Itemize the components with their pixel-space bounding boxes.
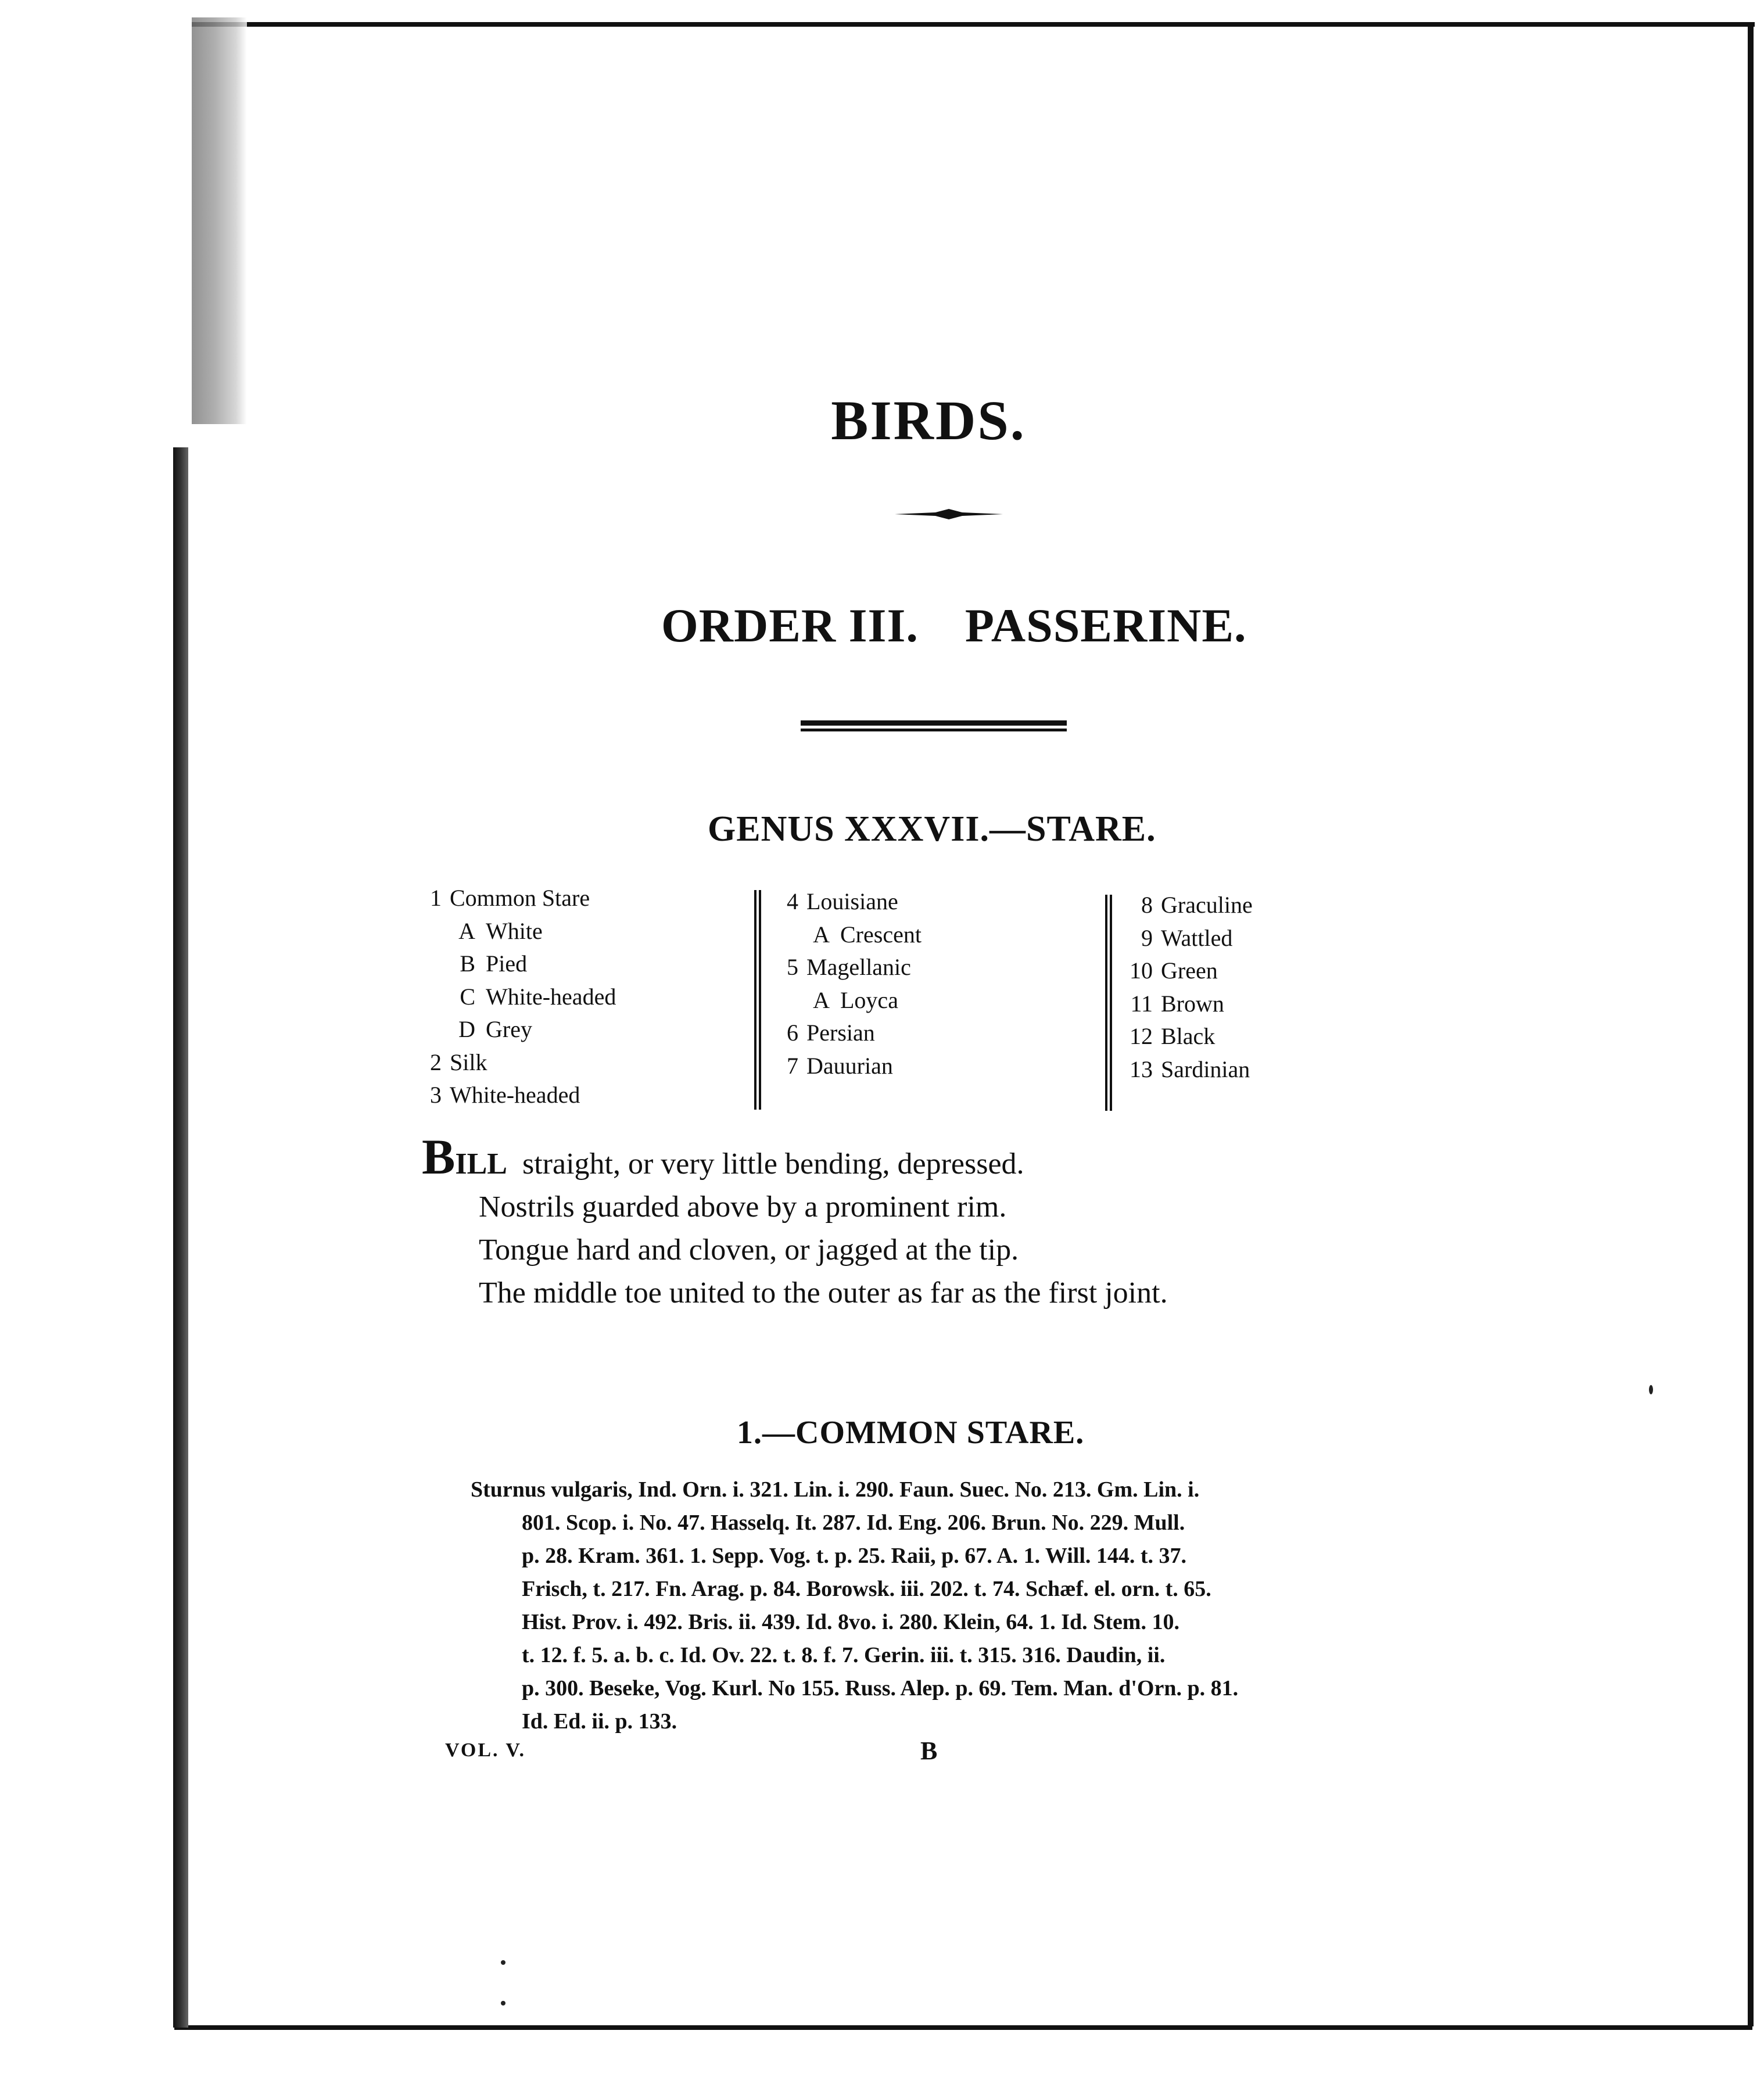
- order-heading: [661, 598, 1247, 653]
- list-item: C White-headed: [460, 983, 616, 1010]
- synonymy-block: [471, 1473, 1435, 1738]
- synonymy-line: Id. Ed. ii. p. 133.: [522, 1709, 677, 1734]
- contents-column-1: [418, 882, 616, 1112]
- list-item: 7 Dauurian: [787, 1052, 893, 1079]
- synonymy-line: p. 28. Kram. 361. 1. Sepp. Vog. t. p. 25. Raii, p. 67. A. 1. Will. 144. t. 37.: [522, 1544, 1187, 1568]
- list-item: 9 Wattled: [1141, 924, 1233, 951]
- synonymy-line: Hist. Prov. i. 492. Bris. ii. 439. Id. 8vo. i. 280. Klein, 64. 1. Id. Stem. 10.: [522, 1610, 1179, 1634]
- volume-label: VOL. V.: [445, 1739, 526, 1761]
- contents-column-2: [775, 885, 922, 1082]
- order-name: PASSERINE.: [965, 599, 1247, 652]
- list-item: 13 Sardinian: [1130, 1056, 1250, 1082]
- list-item: 1 Common Stare: [430, 885, 590, 911]
- list-item: D Grey: [458, 1016, 532, 1042]
- list-item: 11 Brown: [1130, 990, 1224, 1017]
- list-item: 6 Persian: [787, 1020, 875, 1046]
- column-rule: [1105, 895, 1107, 1111]
- species-heading: 1.—COMMON STARE.: [737, 1415, 1085, 1451]
- synonymy-line: Frisch, t. 217. Fn. Arag. p. 84. Borowsk. iii. 202. t. 74. Schæf. el. orn. t. 65.: [522, 1577, 1211, 1601]
- binding-edge: [173, 447, 188, 2028]
- page-frame-bottom: [174, 2025, 1752, 2030]
- list-item: 10 Green: [1130, 957, 1218, 984]
- characters-line: The middle toe united to the outer as far as the first joint.: [479, 1276, 1168, 1310]
- list-item: B Pied: [460, 950, 528, 977]
- list-item: A Crescent: [813, 921, 922, 948]
- double-rule: [801, 720, 1067, 731]
- characters-line: Tongue hard and cloven, or jagged at the tip.: [479, 1233, 1019, 1267]
- list-item: 12 Black: [1130, 1023, 1216, 1049]
- ink-speck: [501, 2001, 505, 2006]
- ink-speck: [1649, 1385, 1653, 1394]
- list-item: 8 Graculine: [1141, 892, 1253, 918]
- synonymy-line: 801. Scop. i. No. 47. Hasselq. It. 287. Id. Eng. 206. Brun. No. 229. Mull.: [522, 1511, 1185, 1535]
- genus-characters: [422, 1129, 1168, 1315]
- list-item: A Loyca: [813, 986, 898, 1013]
- list-item: 4 Louisiane: [787, 888, 898, 914]
- synonymy-line: t. 12. f. 5. a. b. c. Id. Ov. 22. t. 8. f. 7. Gerin. iii. t. 315. 316. Daudin, ii.: [522, 1643, 1166, 1667]
- column-rule: [1110, 895, 1112, 1111]
- list-item: 3 White-headed: [430, 1082, 580, 1108]
- list-item: 5 Magellanic: [787, 954, 911, 980]
- synonymy-line: Sturnus vulgaris, Ind. Orn. i. 321. Lin. i. 290. Faun. Suec. No. 213. Gm. Lin. i.: [471, 1477, 1200, 1502]
- characters-line: BILL straight, or very little bending, depressed.: [422, 1129, 1024, 1185]
- list-item: A White: [458, 917, 543, 944]
- drop-cap: B: [422, 1129, 456, 1185]
- ink-speck: [501, 1960, 505, 1965]
- ornament-divider: [895, 509, 1003, 519]
- page-frame-right: [1748, 22, 1754, 2026]
- order-number: ORDER III.: [661, 599, 919, 652]
- genus-heading: GENUS XXXVII.—STARE.: [708, 809, 1156, 849]
- column-rule: [759, 890, 761, 1110]
- page-title: BIRDS.: [831, 389, 1026, 451]
- page-frame-top: [192, 22, 1755, 27]
- synonymy-line: p. 300. Beseke, Vog. Kurl. No 155. Russ. Alep. p. 69. Tem. Man. d'Orn. p. 81.: [522, 1676, 1239, 1700]
- characters-line: Nostrils guarded above by a prominent rim.: [479, 1190, 1007, 1224]
- list-item: 2 Silk: [430, 1049, 487, 1075]
- binding-shadow: [192, 17, 247, 424]
- signature-mark: B: [920, 1737, 938, 1765]
- contents-column-3: [1119, 889, 1253, 1086]
- column-rule: [754, 890, 756, 1110]
